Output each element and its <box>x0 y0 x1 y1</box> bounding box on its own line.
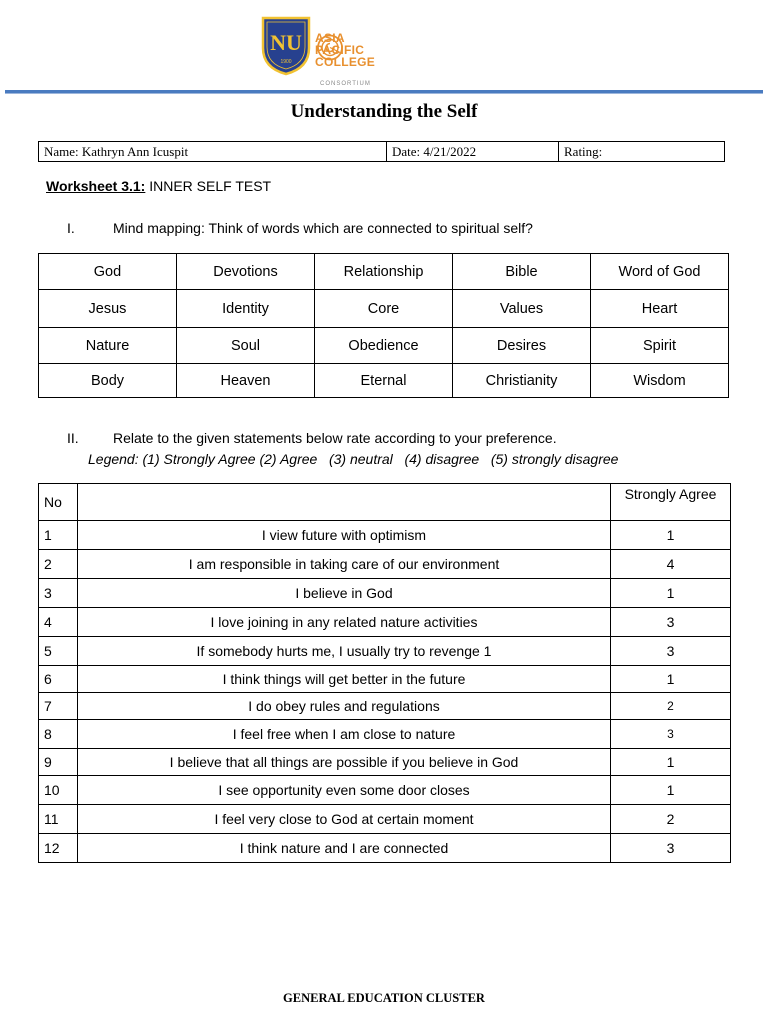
row-rating: 1 <box>611 579 731 608</box>
mind-map-word: Heaven <box>177 364 315 398</box>
table-row <box>39 666 731 693</box>
table-row <box>39 693 731 720</box>
mind-map-word: Obedience <box>315 328 453 364</box>
date-field: Date: 4/21/2022 <box>387 142 559 161</box>
table-row <box>39 608 731 637</box>
row-statement: If somebody hurts me, I usually try to revenge 1 <box>78 637 611 666</box>
mind-map-row <box>39 254 729 290</box>
row-number: 6 <box>39 666 78 693</box>
row-statement: I do obey rules and regulations <box>78 693 611 720</box>
apc-line-3: COLLEGE <box>315 55 376 69</box>
worksheet-title: INNER SELF TEST <box>145 178 272 194</box>
page-title: Understanding the Self <box>290 101 478 122</box>
header-logos <box>255 12 445 90</box>
mind-map-word: Core <box>315 290 453 328</box>
row-statement: I think nature and I are connected <box>78 834 611 863</box>
apc-line-2: PACIFIC <box>315 43 365 57</box>
row-statement: I feel free when I am close to nature <box>78 720 611 749</box>
mind-map-word: Values <box>453 290 591 328</box>
worksheet-heading <box>46 178 271 194</box>
rating-table-header <box>39 484 731 521</box>
table-row <box>39 834 731 863</box>
row-statement: I believe that all things are possible if you believe in God <box>78 749 611 776</box>
row-rating: 3 <box>611 720 731 749</box>
row-rating: 3 <box>611 608 731 637</box>
nu-shield-logo <box>259 14 313 76</box>
mind-map-word: Desires <box>453 328 591 364</box>
table-row <box>39 637 731 666</box>
row-number: 10 <box>39 776 78 805</box>
mind-map-word: Identity <box>177 290 315 328</box>
row-rating: 2 <box>611 693 731 720</box>
section-1-prompt <box>67 220 533 236</box>
row-statement: I feel very close to God at certain moment <box>78 805 611 834</box>
row-rating: 1 <box>611 666 731 693</box>
mind-map-word: Devotions <box>177 254 315 290</box>
section-2-number: II. <box>67 430 79 446</box>
row-rating: 1 <box>611 749 731 776</box>
row-rating: 2 <box>611 805 731 834</box>
row-number: 8 <box>39 720 78 749</box>
rating-legend: Legend: (1) Strongly Agree (2) Agree (3) neutral (4) disagree (5) strongly disagree <box>88 451 619 467</box>
worksheet-label: Worksheet 3.1: <box>46 178 146 194</box>
row-number: 1 <box>39 521 78 550</box>
row-statement: I view future with optimism <box>78 521 611 550</box>
table-row <box>39 776 731 805</box>
nu-logo-text: NU <box>270 30 302 55</box>
header-statement <box>78 484 611 521</box>
row-number: 4 <box>39 608 78 637</box>
mind-map-grid <box>38 253 729 398</box>
mind-map-word: Eternal <box>315 364 453 398</box>
row-number: 5 <box>39 637 78 666</box>
header-strongly-agree: Strongly Agree <box>611 484 731 521</box>
apc-logo-text <box>315 32 375 68</box>
rating-field: Rating: <box>564 144 603 159</box>
mind-map-word: Word of God <box>591 254 729 290</box>
row-number: 11 <box>39 805 78 834</box>
row-rating: 1 <box>611 776 731 805</box>
mind-map-word: God <box>39 254 177 290</box>
table-row <box>39 749 731 776</box>
section-1-number: I. <box>67 220 75 236</box>
nu-logo-year: 1900 <box>280 59 292 65</box>
mind-map-row <box>39 290 729 328</box>
student-info-row <box>38 141 725 162</box>
row-statement: I love joining in any related nature activities <box>78 608 611 637</box>
mind-map-word: Bible <box>453 254 591 290</box>
row-number: 7 <box>39 693 78 720</box>
section-2-text: Relate to the given statements below rate according to your preference. <box>113 430 557 446</box>
page-footer: GENERAL EDUCATION CLUSTER <box>283 991 485 1005</box>
row-number: 12 <box>39 834 78 863</box>
mind-map-word: Relationship <box>315 254 453 290</box>
mind-map-word: Heart <box>591 290 729 328</box>
row-statement: I think things will get better in the future <box>78 666 611 693</box>
table-row <box>39 550 731 579</box>
section-1-text: Mind mapping: Think of words which are connected to spiritual self? <box>113 220 533 236</box>
mind-map-word: Christianity <box>453 364 591 398</box>
row-number: 9 <box>39 749 78 776</box>
table-row <box>39 720 731 749</box>
row-rating: 3 <box>611 834 731 863</box>
rating-table <box>38 483 731 863</box>
mind-map-word: Body <box>39 364 177 398</box>
header-no: No <box>39 484 78 521</box>
mind-map-word: Soul <box>177 328 315 364</box>
mind-map-row <box>39 328 729 364</box>
apc-consortium-label: CONSORTIUM <box>320 81 371 87</box>
row-number: 3 <box>39 579 78 608</box>
row-rating: 4 <box>611 550 731 579</box>
mind-map-row <box>39 364 729 398</box>
section-2-prompt <box>67 430 557 446</box>
apc-line-1: ASIA <box>315 31 345 45</box>
mind-map-word: Wisdom <box>591 364 729 398</box>
table-row <box>39 579 731 608</box>
row-number: 2 <box>39 550 78 579</box>
table-row <box>39 805 731 834</box>
row-statement: I am responsible in taking care of our environment <box>78 550 611 579</box>
header-divider <box>5 90 763 94</box>
name-field: Name: Kathryn Ann Icuspit <box>39 142 387 161</box>
mind-map-word: Jesus <box>39 290 177 328</box>
table-row <box>39 521 731 550</box>
mind-map-word: Spirit <box>591 328 729 364</box>
row-statement: I see opportunity even some door closes <box>78 776 611 805</box>
row-rating: 1 <box>611 521 731 550</box>
row-rating: 3 <box>611 637 731 666</box>
row-statement: I believe in God <box>78 579 611 608</box>
mind-map-word: Nature <box>39 328 177 364</box>
